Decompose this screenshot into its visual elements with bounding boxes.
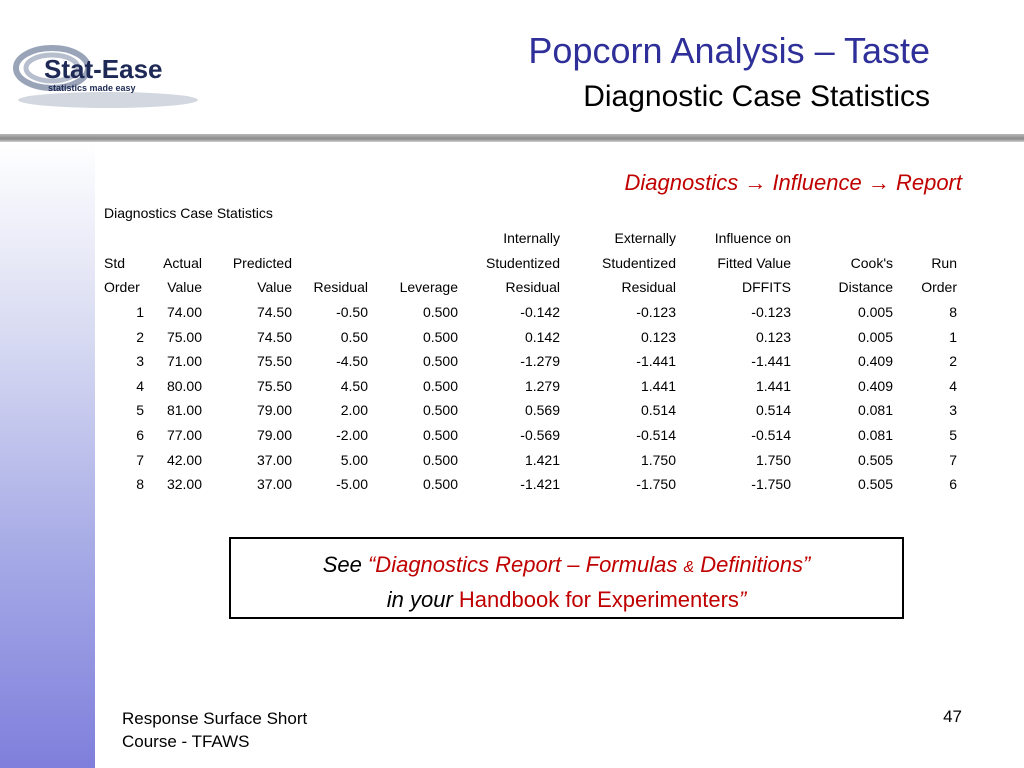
table-cell: 0.500 — [422, 353, 458, 370]
table-cell: 6 — [136, 427, 144, 444]
table-cell: 1.441 — [640, 377, 676, 394]
table-cell: 0.569 — [524, 402, 560, 419]
table-header-cell: Influence on — [714, 230, 791, 247]
table-cell: 81.00 — [166, 402, 202, 419]
table-cell: 0.500 — [422, 328, 458, 345]
menu-path: Diagnostics → Influence → Report — [624, 170, 962, 195]
table-cell: 0.409 — [857, 377, 893, 394]
table-cell: 1.279 — [524, 377, 560, 394]
table-caption: Diagnostics Case Statistics — [104, 205, 273, 221]
table-cell: -1.750 — [751, 476, 791, 493]
table-header-cell: Actual — [163, 254, 202, 271]
note-line-2 — [231, 584, 902, 616]
table-cell: 0.500 — [422, 304, 458, 321]
table-cell: 0.142 — [524, 328, 560, 345]
table-cell: -0.142 — [520, 304, 560, 321]
note-ampersand: & — [683, 559, 695, 576]
table-header-cell: Distance — [838, 279, 893, 296]
table-header-cell — [296, 226, 372, 251]
table-cell: 2 — [949, 353, 957, 370]
footer-course-line2: Course - TFAWS — [122, 732, 250, 751]
table-cell: 74.50 — [256, 304, 292, 321]
table-cell: 74.00 — [166, 304, 202, 321]
table-cell: -1.441 — [751, 353, 791, 370]
table-cell: 0.123 — [640, 328, 676, 345]
table-header-cell: Run — [931, 254, 957, 271]
note-see: See — [322, 552, 362, 577]
table-header-cell: Leverage — [399, 279, 458, 296]
table-cell: 0.409 — [857, 353, 893, 370]
table-cell: -1.279 — [520, 353, 560, 370]
table-header-cell: Residual — [505, 279, 560, 296]
table-row — [100, 374, 961, 399]
table-cell: -0.514 — [636, 427, 676, 444]
table-cell: 4 — [136, 377, 144, 394]
table-cell: -1.421 — [520, 476, 560, 493]
table-cell: 0.500 — [422, 402, 458, 419]
table-cell: 0.500 — [422, 476, 458, 493]
table-cell: 0.50 — [340, 328, 368, 345]
table-cell: -4.50 — [336, 353, 368, 370]
table-cell: 0.500 — [422, 377, 458, 394]
table-row — [100, 300, 961, 325]
note-line-1 — [231, 549, 902, 584]
table-header-row — [100, 275, 961, 300]
table-cell: 6 — [949, 476, 957, 493]
table-header-cell — [296, 251, 372, 276]
table-header-cell: Internally — [503, 230, 560, 247]
table-cell: 5 — [949, 427, 957, 444]
table-row — [100, 447, 961, 472]
note-quote-close: ” — [738, 587, 747, 612]
table-cell: 37.00 — [256, 451, 292, 468]
stat-ease-logo — [8, 38, 198, 112]
slide-title: Popcorn Analysis – Taste — [528, 30, 930, 71]
table-cell: 0.081 — [857, 402, 893, 419]
table-cell: 74.50 — [256, 328, 292, 345]
table-header-cell: Residual — [313, 279, 368, 296]
table-header-cell — [372, 251, 462, 276]
table-header-row — [100, 226, 961, 251]
table-cell: 0.005 — [857, 304, 893, 321]
table-cell: 2 — [136, 328, 144, 345]
table-cell: 8 — [136, 476, 144, 493]
table-cell: 2.00 — [340, 402, 368, 419]
table-cell: 0.500 — [422, 427, 458, 444]
table-header-cell: Std — [104, 254, 126, 271]
table-header-cell: Value — [257, 279, 292, 296]
table-cell: 0.005 — [857, 328, 893, 345]
table-cell: 3 — [949, 402, 957, 419]
table-cell: -0.514 — [751, 427, 791, 444]
table-cell: -2.00 — [336, 427, 368, 444]
table-cell: 75.50 — [256, 353, 292, 370]
svg-text:statistics made easy: statistics made easy — [48, 83, 136, 93]
table-cell: 4 — [949, 377, 957, 394]
table-row — [100, 472, 961, 497]
footer-course — [122, 707, 307, 753]
table-header-cell — [795, 226, 897, 251]
table-header-cell — [100, 226, 148, 251]
table-header-cell — [372, 226, 462, 251]
table-header-cell — [897, 226, 961, 251]
note-definitions: Definitions” — [700, 552, 811, 577]
table-cell: 1 — [949, 328, 957, 345]
table-cell: 32.00 — [166, 476, 202, 493]
note-handbook: Handbook for Experimenters — [458, 587, 739, 612]
table-cell: 8 — [949, 304, 957, 321]
table-header-cell: Order — [104, 279, 140, 296]
table-cell: 1.441 — [755, 377, 791, 394]
table-cell: 3 — [136, 353, 144, 370]
reference-note-box — [229, 537, 904, 619]
table-cell: 80.00 — [166, 377, 202, 394]
table-header-cell: DFFITS — [742, 279, 791, 296]
table-header-cell: Fitted Value — [717, 254, 791, 271]
table-header-cell — [206, 226, 296, 251]
table-cell: 1.750 — [640, 451, 676, 468]
table-cell: 0.514 — [755, 402, 791, 419]
table-row — [100, 398, 961, 423]
table-cell: 0.123 — [755, 328, 791, 345]
table-header-cell: Externally — [614, 230, 676, 247]
table-cell: -0.569 — [520, 427, 560, 444]
note-report-title: “Diagnostics Report – Formulas — [367, 552, 678, 577]
table-cell: 71.00 — [166, 353, 202, 370]
table-header-cell: Value — [167, 279, 202, 296]
diagnostics-table — [100, 226, 961, 497]
table-header-row — [100, 251, 961, 276]
table-cell: 7 — [136, 451, 144, 468]
table-cell: 42.00 — [166, 451, 202, 468]
table-cell: 77.00 — [166, 427, 202, 444]
table-cell: -1.441 — [636, 353, 676, 370]
table-row — [100, 423, 961, 448]
table-header-cell: Order — [921, 279, 957, 296]
table-cell: 5.00 — [340, 451, 368, 468]
table-cell: 1.750 — [755, 451, 791, 468]
sidebar-gradient — [0, 142, 95, 768]
table-cell: 0.505 — [857, 451, 893, 468]
slide-subtitle: Diagnostic Case Statistics — [583, 80, 930, 113]
table-cell: 4.50 — [340, 377, 368, 394]
table-cell: 75.50 — [256, 377, 292, 394]
slide-number: 47 — [943, 707, 962, 726]
table-cell: 79.00 — [256, 427, 292, 444]
table-cell: 5 — [136, 402, 144, 419]
table-cell: 79.00 — [256, 402, 292, 419]
table-cell: 0.514 — [640, 402, 676, 419]
table-cell: 1 — [136, 304, 144, 321]
table-cell: 75.00 — [166, 328, 202, 345]
table-header-cell — [148, 226, 206, 251]
table-header-cell: Predicted — [232, 254, 292, 271]
footer-course-line1: Response Surface Short — [122, 709, 308, 728]
table-cell: 0.505 — [857, 476, 893, 493]
table-cell: -0.123 — [636, 304, 676, 321]
table-cell: 1.421 — [524, 451, 560, 468]
svg-text:Stat-Ease: Stat-Ease — [44, 54, 163, 84]
header-divider — [0, 134, 1024, 142]
table-header-cell: Residual — [621, 279, 676, 296]
table-cell: 37.00 — [256, 476, 292, 493]
table-header-cell: Studentized — [486, 254, 560, 271]
table-cell: -0.123 — [751, 304, 791, 321]
table-header-cell: Cook's — [850, 254, 893, 271]
table-cell: -5.00 — [336, 476, 368, 493]
table-cell: -0.50 — [336, 304, 368, 321]
table-cell: 0.081 — [857, 427, 893, 444]
table-cell: 7 — [949, 451, 957, 468]
table-cell: -1.750 — [636, 476, 676, 493]
note-in-your: in your — [386, 587, 453, 612]
table-cell: 0.500 — [422, 451, 458, 468]
table-row — [100, 324, 961, 349]
table-header-cell: Studentized — [602, 254, 676, 271]
table-row — [100, 349, 961, 374]
